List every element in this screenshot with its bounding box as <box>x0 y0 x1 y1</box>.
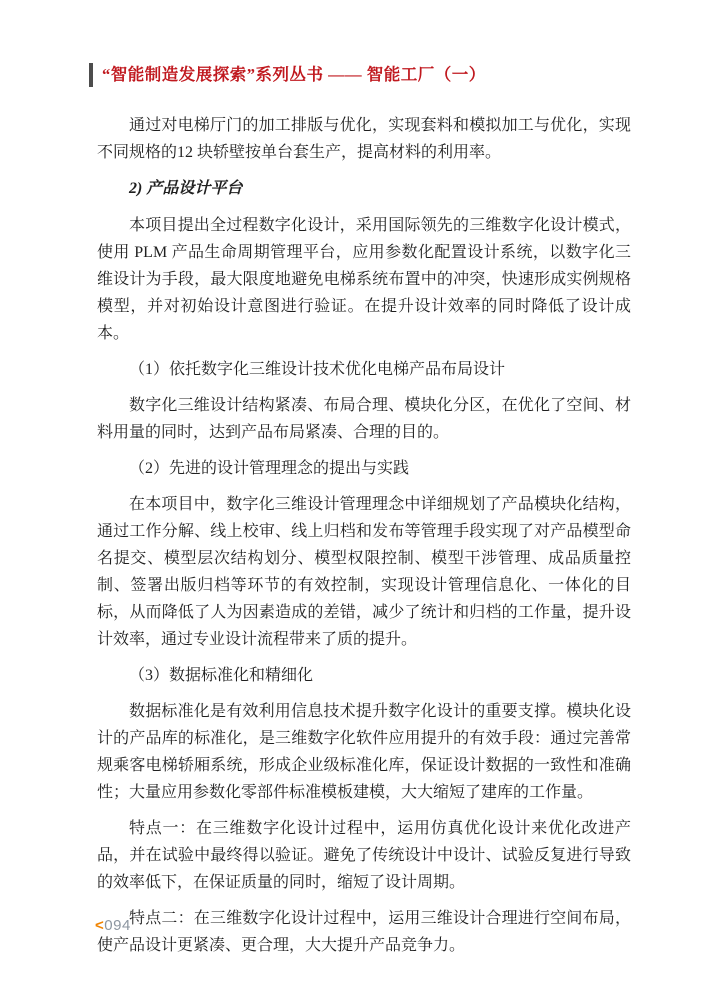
page-footer <box>95 917 131 934</box>
paragraph: 在本项目中，数字化三维设计管理理念中详细规划了产品模块化结构，通过工作分解、线上校审、线上归档和发布等管理手段实现了对产品模型命名提交、模型层次结构划分、模型权限控制、模型干涉管理、成品质量控制、签署出版归档等环节的有效控制，实现设计管理信息化、一体化的目标，从而降低了人为因素造成的差错，减少了统计和归档的工作量，提升设计效率，通过专业设计流程带来了质的提升。 <box>97 496 631 648</box>
paragraph: 特点一：在三维数字化设计过程中，运用仿真优化设计来优化改进产品，并在试验中最终得以验证。避免了传统设计中设计、试验反复进行导致的效率低下，在保证质量的同时，缩短了设计周期。 <box>97 820 631 891</box>
paragraph: 数字化三维设计结构紧凑、布局合理、模块化分区，在优化了空间、材料用量的同时，达到产品布局紧凑、合理的目的。 <box>97 397 631 441</box>
series-title: “智能制造发展探索”系列丛书 —— 智能工厂（一） <box>102 65 486 84</box>
paragraph: 特点二：在三维数字化设计过程中，运用三维设计合理进行空间布局，使产品设计更紧凑、更合理，大大提升产品竞争力。 <box>97 910 631 954</box>
paragraph: （1）依托数字化三维设计技术优化电梯产品布局设计 <box>129 361 506 378</box>
footer-arrow-marker: < <box>95 917 105 934</box>
page-number: 094 <box>104 917 131 934</box>
paragraph: （2）先进的设计管理理念的提出与实践 <box>129 460 410 477</box>
content <box>97 112 631 968</box>
paragraph: 通过对电梯厅门的加工排版与优化，实现套料和模拟加工与优化，实现不同规格的12 块轿壁按单台套生产，提高材料的利用率。 <box>97 117 631 161</box>
paragraph: 数据标准化是有效利用信息技术提升数字化设计的重要支撑。模块化设计的产品库的标准化，是三维数字化软件应用提升的有效手段：通过完善常规乘客电梯轿厢系统，形成企业级标准化库，保证设计数据的一致性和准确性；大量应用参数化零部件标准模板建模，大大缩短了建库的工作量。 <box>97 703 631 801</box>
paragraph: 本项目提出全过程数字化设计，采用国际领先的三维数字化设计模式，使用 PLM 产品生命周期管理平台，应用参数化配置设计系统，以数字化三维设计为手段，最大限度地避免电梯系统布置中的冲突，快速形成实例规格模型，并对初始设计意图进行验证。在提升设计效率的同时降低了设计成本。 <box>97 217 631 342</box>
paragraph: （3）数据标准化和精细化 <box>129 667 314 684</box>
section-heading: 2) 产品设计平台 <box>129 180 243 197</box>
page-header <box>89 63 486 87</box>
